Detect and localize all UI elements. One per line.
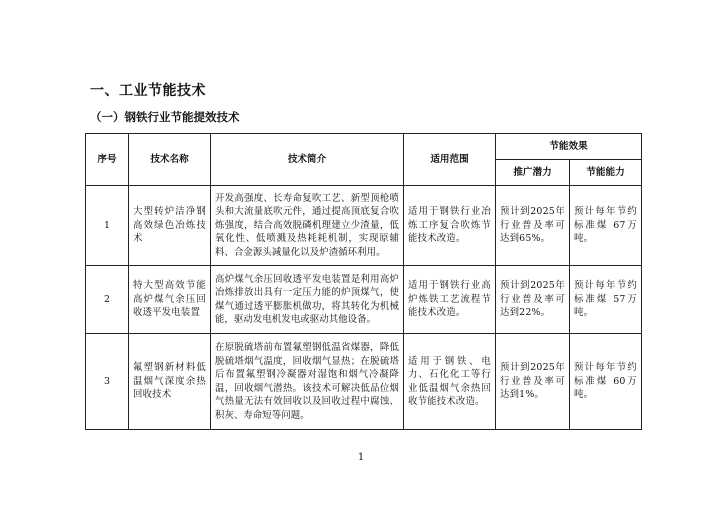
header-name: 技术名称 bbox=[129, 134, 211, 186]
row-scope: 适用于钢铁行业冶炼工序复合吹炼节能技术改造。 bbox=[404, 186, 496, 266]
subsection-heading: （一）钢铁行业节能提效技术 bbox=[90, 110, 240, 124]
technology-table bbox=[85, 133, 642, 430]
header-capacity: 节能能力 bbox=[570, 160, 642, 186]
row-intro: 开发高强度、长寿命复吹工艺、新型顶枪喷头和大流量底吹元件，通过提高顶底复合吹炼强度，结合高效脱磷机理建立少渣量，低氧化性、低喷溅及热耗耗机制，实现原辅料、合金源头减量化以及炉渣循环利用。 bbox=[211, 186, 404, 266]
row-no: 2 bbox=[86, 266, 129, 334]
header-potential: 推广潜力 bbox=[496, 160, 570, 186]
header-intro: 技术简介 bbox=[211, 134, 404, 186]
row-capacity: 预计每年节约标准煤 60万吨。 bbox=[570, 334, 642, 430]
row-capacity: 预计每年节约标准煤 67万吨。 bbox=[570, 186, 642, 266]
row-capacity: 预计每年节约标准煤 57万吨。 bbox=[570, 266, 642, 334]
row-name: 大型转炉洁净钢高效绿色冶炼技术 bbox=[129, 186, 211, 266]
table-row bbox=[86, 266, 642, 334]
row-name: 氟塑钢新材料低温烟气深度余热回收技术 bbox=[129, 334, 211, 430]
row-name: 特大型高效节能高炉煤气余压回收透平发电装置 bbox=[129, 266, 211, 334]
row-potential: 预计到2025年行业普及率可达到1%。 bbox=[496, 334, 570, 430]
page-number: 1 bbox=[357, 452, 365, 463]
table-row bbox=[86, 186, 642, 266]
header-effect: 节能效果 bbox=[496, 134, 642, 160]
table-row bbox=[86, 334, 642, 430]
row-scope: 适用于钢铁行业高炉炼铁工艺流程节能技术改造。 bbox=[404, 266, 496, 334]
row-intro: 在原脱硫塔前布置氟塑钢低温省煤器，降低脱硫塔烟气温度，回收烟气显热；在脱硫塔后布置氟塑钢冷凝器对湿饱和烟气冷凝降温，回收烟气潜热。该技术可解决低品位烟气热量无法有效回收以及回收过程中腐蚀、积灰、寿命短等问题。 bbox=[211, 334, 404, 430]
row-intro: 高炉煤气余压回收透平发电装置是利用高炉冶炼排放出具有一定压力能的炉顶煤气，使煤气通过透平膨胀机做功，将其转化为机械能，驱动发电机发电或驱动其他设备。 bbox=[211, 266, 404, 334]
row-no: 3 bbox=[86, 334, 129, 430]
row-scope: 适用于钢铁、电力、石化化工等行业低温烟气余热回收节能技术改造。 bbox=[404, 334, 496, 430]
row-potential: 预计到2025年行业普及率可达到65%。 bbox=[496, 186, 570, 266]
header-no: 序号 bbox=[86, 134, 129, 186]
header-scope: 适用范围 bbox=[404, 134, 496, 186]
row-no: 1 bbox=[86, 186, 129, 266]
row-potential: 预计到2025年行业普及率可达到22%。 bbox=[496, 266, 570, 334]
section-heading: 一、工业节能技术 bbox=[90, 83, 206, 99]
